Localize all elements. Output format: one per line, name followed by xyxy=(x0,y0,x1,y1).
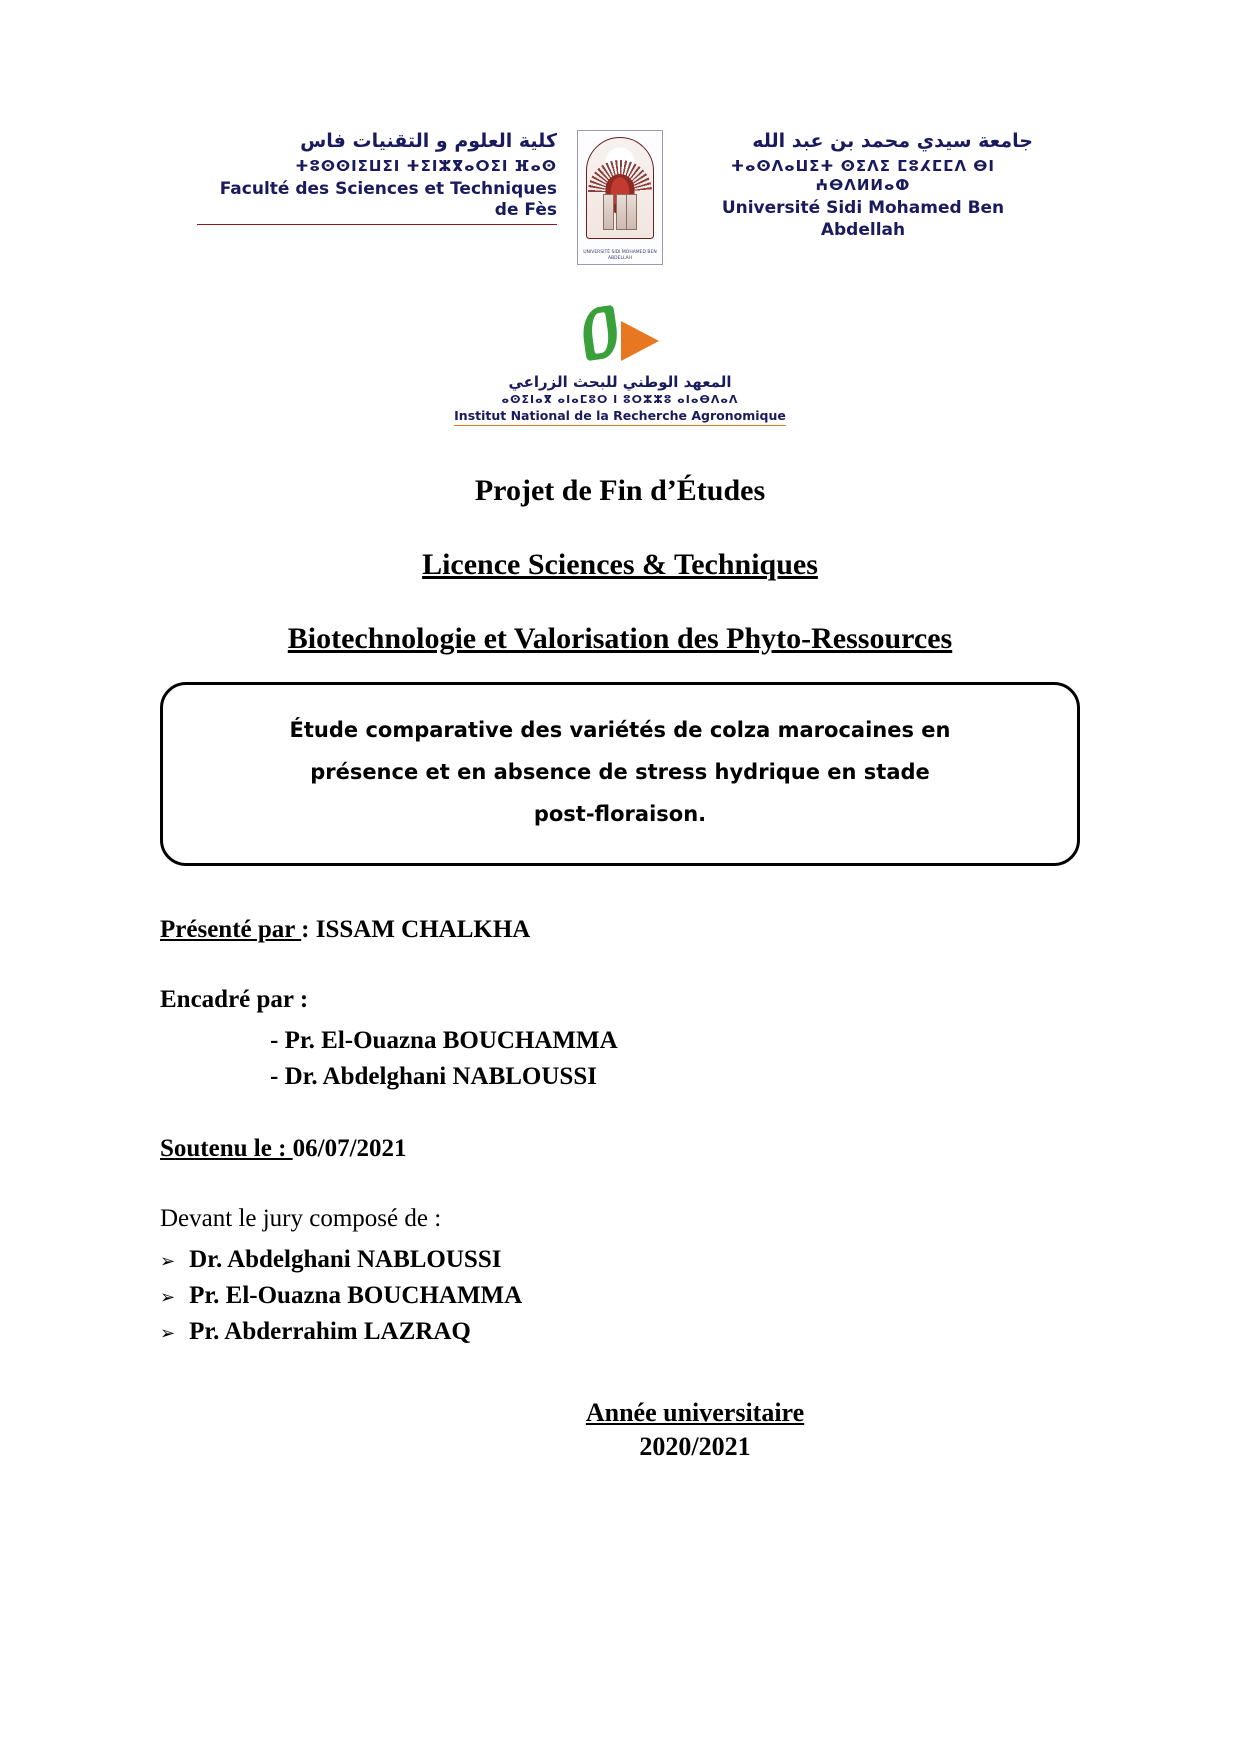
presented-by-label: Présenté par xyxy=(160,916,302,943)
university-logo xyxy=(683,130,1043,241)
arrow-bullet-icon: ➢ xyxy=(160,1323,176,1344)
arrow-bullet-icon: ➢ xyxy=(160,1286,176,1308)
inra-leaf-shape xyxy=(580,305,621,361)
subject-line-3: post-floraison. xyxy=(533,802,707,826)
arrow-bullet-icon: ➢ xyxy=(160,1250,176,1272)
university-name-french: Université Sidi Mohamed Ben Abdellah xyxy=(721,198,1005,240)
university-name-tifinagh: ⵜⴰⵙⴷⴰⵡⵉⵜ ⵙⵉⴷⵉ ⵎⵓⵃⵎⵎⴷ ⴱⵏ ⵄⴱⴷⵍⵍⴰⵀ xyxy=(731,156,995,194)
jury-item xyxy=(160,1242,1240,1278)
faculty-name-tifinagh: ⵜⵓⵙⵙⵏⵉⵡⵉⵏ ⵜⵉⵏⵣⴳⴰⵔⵉⵏ ⴼⴰⵙ xyxy=(295,156,557,175)
presented-by-separator: : xyxy=(301,916,316,943)
subject-line-2: présence et en absence de stress hydrique en stade xyxy=(310,760,930,784)
header-logos xyxy=(0,0,1240,265)
university-emblem-icon xyxy=(577,130,663,265)
jury-member-name: Pr. El-Ouazna BOUCHAMMA xyxy=(189,1281,523,1309)
supervisor-item: - Pr. El-Ouazna BOUCHAMMA xyxy=(270,1026,618,1054)
program-title: Biotechnologie et Valorisation des Phyto-Ressources xyxy=(287,622,953,655)
defense-date-row xyxy=(160,1131,1240,1167)
emblem-column-right xyxy=(626,194,637,230)
inra-name-arabic: المعهد الوطني للبحث الزراعي xyxy=(508,373,732,391)
jury-list xyxy=(160,1242,1240,1351)
title-block xyxy=(0,474,1240,656)
jury-intro: Devant le jury composé de : xyxy=(160,1205,442,1233)
defense-date-value: 06/07/2021 xyxy=(292,1135,407,1162)
presented-by-value: ISSAM CHALKHA xyxy=(315,916,531,943)
jury-item xyxy=(160,1314,1240,1350)
inra-name-french: Institut National de la Recherche Agronomique xyxy=(454,408,786,426)
jury-member-name: Pr. Abderrahim LAZRAQ xyxy=(189,1318,471,1345)
subject-line-1: Étude comparative des variétés de colza marocaines en xyxy=(289,718,951,742)
subject-box xyxy=(160,682,1080,866)
inra-leaf-icon xyxy=(577,307,663,367)
academic-year-label: Année universitaire xyxy=(585,1398,805,1428)
jury-item xyxy=(160,1278,1240,1314)
academic-year-value: 2020/2021 xyxy=(639,1432,751,1462)
faculty-name-arabic: كلية العلوم و التقنيات فاس xyxy=(300,130,557,152)
supervised-by-label: Encadré par : xyxy=(160,986,309,1014)
faculty-name-french: Faculté des Sciences et Techniques de Fès xyxy=(197,179,557,226)
academic-year-block xyxy=(150,1396,1240,1464)
page-title: Projet de Fin d’Études xyxy=(474,474,766,507)
inra-triangle-shape xyxy=(621,321,659,361)
supervisors-list xyxy=(270,1023,1240,1096)
supervisor-item: - Dr. Abdelghani NABLOUSSI xyxy=(270,1062,597,1090)
inra-name-tifinagh: ⴰⵙⵉⵏⴰⴳ ⴰⵏⴰⵎⵓⵔ ⵏ ⵓⵔⵣⵣⵓ ⴰⵏⴰⴱⴷⴰⴷ xyxy=(501,393,739,406)
info-block xyxy=(160,912,1240,1350)
emblem-caption: UNIVERSITÉ SIDI MOHAMED BEN ABDELLAH xyxy=(583,250,657,262)
emblem-arch-shape xyxy=(586,137,654,239)
defense-date-label: Soutenu le : xyxy=(160,1135,293,1162)
jury-member-name: Dr. Abdelghani NABLOUSSI xyxy=(189,1245,502,1273)
emblem-column-left xyxy=(603,194,614,230)
faculty-logo xyxy=(197,130,557,225)
inra-logo xyxy=(0,307,1240,426)
presented-by-row xyxy=(160,912,1240,948)
university-name-arabic: جامعة سيدي محمد بن عبد الله xyxy=(752,130,1033,152)
degree-title: Licence Sciences & Techniques xyxy=(422,548,818,581)
